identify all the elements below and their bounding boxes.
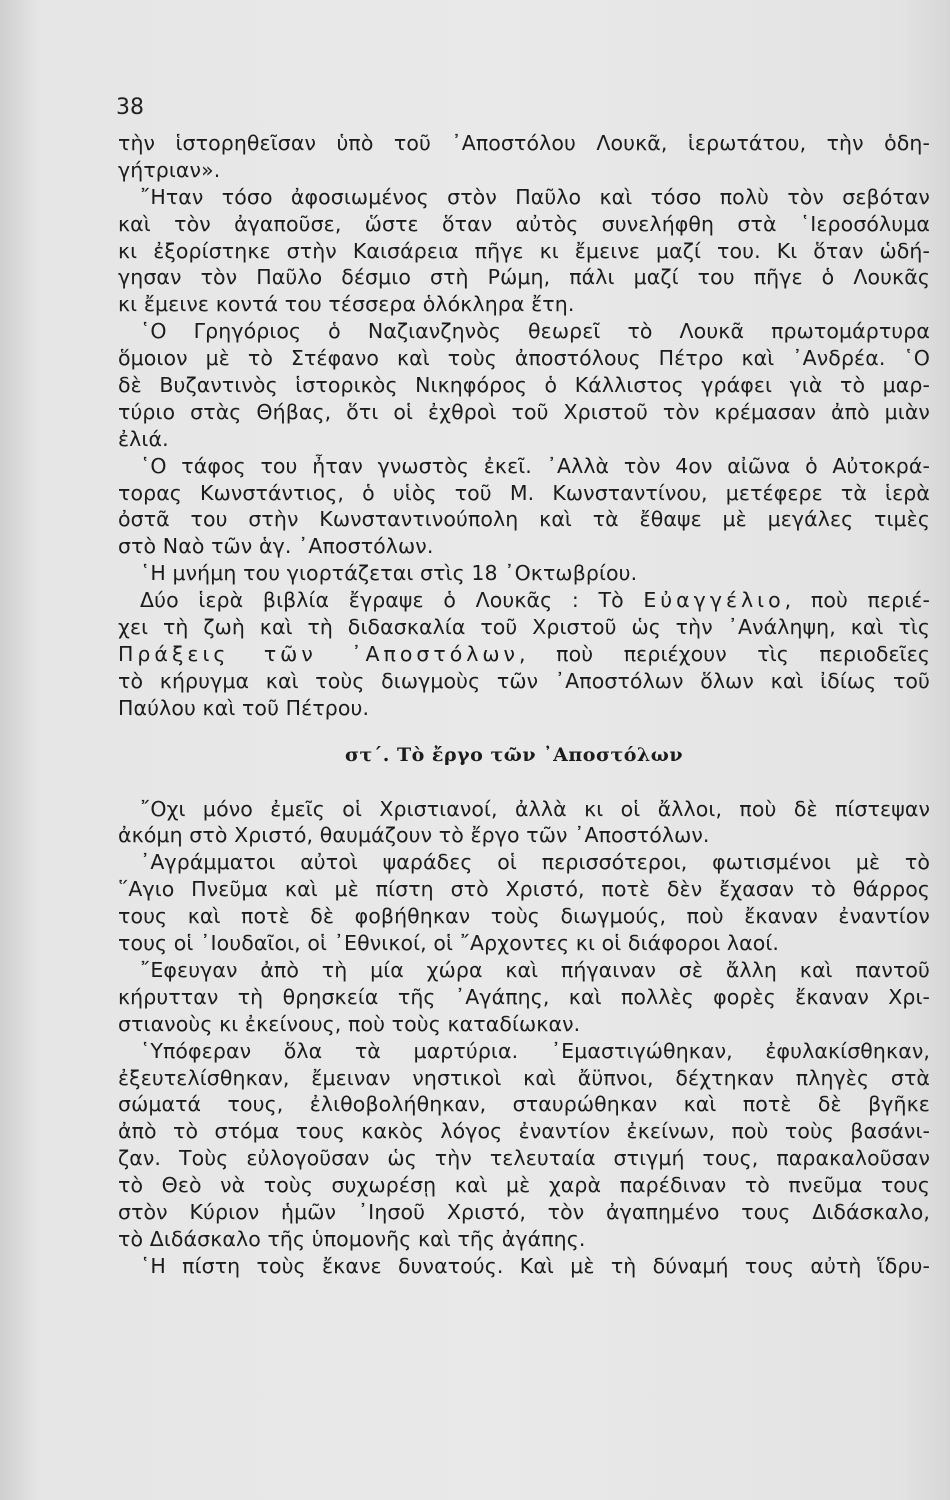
- text-fragment: , ποὺ περιέ-: [784, 588, 930, 613]
- section-heading: στ΄. Τὸ ἔργο τῶν ᾿Αποστόλων: [344, 743, 684, 766]
- body-text: [118, 130, 930, 1280]
- text-line: κι ἐξορίστηκε στὴν Καισάρεια πῆγε κι ἔμεινε μαζί του. Κι ὅταν ὡδή-: [118, 238, 930, 263]
- text-fragment: , ποὺ περιέχουν τὶς περιοδεῖες: [519, 641, 930, 666]
- text-line: ἐξευτελίσθηκαν, ἔμειναν νηστικοὶ καὶ ἄϋπνοι, δέχτηκαν πληγὲς στὰ: [118, 1065, 930, 1090]
- text-line: ῎Οχι μόνο ἐμεῖς οἱ Χριστιανοί, ἀλλὰ κι οἱ ἄλλοι, ποὺ δὲ πίστεψαν: [140, 796, 930, 821]
- text-line: κήρυτταν τὴ θρησκεία τῆς ᾿Αγάπης, καὶ πολλὲς φορὲς ἔκαναν Χρι-: [118, 984, 930, 1009]
- text-line: τὸ κήρυγμα καὶ τοὺς διωγμοὺς τῶν ᾿Αποστόλων ὅλων καὶ ἰδίως τοῦ: [118, 668, 930, 693]
- text-line: ῎Ηταν τόσο ἀφοσιωμένος στὸν Παῦλο καὶ τόσο πολὺ τὸν σεβόταν: [140, 184, 930, 209]
- text-line: τους οἱ ᾿Ιουδαῖοι, οἱ ᾿Εθνικοί, οἱ ῎Αρχοντες κι οἱ διάφοροι λαοί.: [118, 931, 780, 956]
- text-line: στὸν Κύριον ἡμῶν ᾿Ιησοῦ Χριστό, τὸν ἀγαπημένο τους Διδάσκαλο,: [118, 1199, 930, 1224]
- text-line: [118, 641, 930, 668]
- text-line: Παύλου καὶ τοῦ Πέτρου.: [118, 695, 370, 720]
- text-line: χει τὴ ζωὴ καὶ τὴ διδασκαλία τοῦ Χριστοῦ ὡς τὴν ᾿Ανάληψη, καὶ τὶς: [118, 615, 930, 640]
- text-line: ᾿Αγράμματοι αὐτοὶ ψαράδες οἱ περισσότεροι, φωτισμένοι μὲ τὸ: [140, 850, 930, 875]
- text-line: δὲ Βυζαντινὸς ἱστορικὸς Νικηφόρος ὁ Κάλλιστος γράφει γιὰ τὸ μαρ-: [118, 373, 930, 398]
- text-line: στιανοὺς κι ἐκείνους, ποὺ τοὺς καταδίωκαν.: [118, 1011, 581, 1036]
- text-line: ῾Υπόφεραν ὅλα τὰ μαρτύρια. ᾿Εμαστιγώθηκαν, ἐφυλακίσθηκαν,: [140, 1038, 930, 1063]
- text-line: κι ἔμεινε κοντά του τέσσερα ὁλόκληρα ἔτη.: [118, 292, 575, 317]
- text-line: [118, 587, 930, 614]
- text-line: καὶ τὸν ἀγαποῦσε, ὥστε ὅταν αὐτὸς συνελήφθη στὰ ῾Ιεροσόλυμα: [118, 211, 930, 236]
- text-line: ζαν. Τοὺς εὐλογοῦσαν ὡς τὴν τελευταία στιγμή τους, παρακαλοῦσαν: [118, 1146, 930, 1171]
- text-line: ἀπὸ τὸ στόμα τους κακὸς λόγος ἐναντίον ἐκείνων, ποὺ τοὺς βασάνι-: [118, 1119, 930, 1144]
- text-fragment: Δύο ἱερὰ βιβλία ἔγραψε ὁ Λουκᾶς : Τὸ: [140, 588, 644, 613]
- text-line: ῎Εφευγαν ἀπὸ τὴ μία χώρα καὶ πήγαιναν σὲ ἄλλη καὶ παντοῦ: [140, 957, 930, 982]
- text-line: ῾Η μνήμη του γιορτάζεται στὶς 18 ᾿Οκτωβρίου.: [140, 561, 638, 586]
- text-line: ἐλιά.: [118, 426, 169, 451]
- text-line: ἀκόμη στὸ Χριστό, θαυμάζουν τὸ ἔργο τῶν ᾿Αποστόλων.: [118, 823, 710, 848]
- text-line: ὀστᾶ του στὴν Κωνσταντινούπολη καὶ τὰ ἔθαψε μὲ μεγάλες τιμὲς: [118, 507, 930, 532]
- text-line: ῾Ο Γρηγόριος ὁ Ναζιανζηνὸς θεωρεῖ τὸ Λουκᾶ πρωτομάρτυρα: [140, 319, 930, 344]
- text-line: ῞Αγιο Πνεῦμα καὶ μὲ πίστη στὸ Χριστό, ποτὲ δὲν ἔχασαν τὸ θάρρος: [118, 877, 930, 902]
- page-number: 38: [116, 95, 144, 120]
- text-line: τὸ Θεὸ νὰ τοὺς συχωρέσῃ καὶ μὲ χαρὰ παρέδιναν τὸ πνεῦμα τους: [118, 1173, 930, 1198]
- text-line: ῾Η πίστη τοὺς ἔκανε δυνατούς. Καὶ μὲ τὴ δύναμή τους αὐτὴ ἵδρυ-: [140, 1253, 930, 1278]
- text-line: τὴν ἱστορηθεῖσαν ὑπὸ τοῦ ᾿Αποστόλου Λουκᾶ, ἱερωτάτου, τὴν ὁδη-: [118, 131, 930, 155]
- text-line: τὸ Διδάσκαλο τῆς ὑπομονῆς καὶ τῆς ἀγάπης.: [118, 1226, 586, 1251]
- text-line: ῾Ο τάφος του ἦταν γνωστὸς ἐκεῖ. ᾿Αλλὰ τὸν 4ον αἰῶνα ὁ Αὐτοκρά-: [140, 453, 930, 478]
- text-line: τύριο στὰς Θήβας, ὅτι οἱ ἐχθροὶ τοῦ Χριστοῦ τὸν κρέμασαν ἀπὸ μιὰν: [118, 399, 930, 424]
- text-line: ὅμοιον μὲ τὸ Στέφανο καὶ τοὺς ἀποστόλους Πέτρο καὶ ᾿Ανδρέα. ῾Ο: [118, 346, 930, 371]
- text-line: τορας Κωνστάντιος, ὁ υἱὸς τοῦ Μ. Κωνσταντίνου, μετέφερε τὰ ἱερὰ: [118, 480, 930, 505]
- book-title-acts: Πράξεις τῶν ᾿Αποστόλων: [118, 641, 520, 666]
- text-line: σώματά τους, ἐλιθοβολήθηκαν, σταυρώθηκαν καὶ ποτὲ δὲ βγῆκε: [118, 1092, 930, 1117]
- text-line: στὸ Ναὸ τῶν ἁγ. ᾿Αποστόλων.: [118, 534, 434, 559]
- text-line: τους καὶ ποτὲ δὲ φοβήθηκαν τοὺς διωγμούς, ποὺ ἔκαναν ἐναντίον: [118, 904, 930, 929]
- text-line: γήτριαν».: [118, 157, 221, 182]
- text-line: γησαν τὸν Παῦλο δέσμιο στὴ Ρώμη, πάλι μαζί του πῆγε ὁ Λουκᾶς: [118, 265, 930, 290]
- book-title-gospel: Εὐαγγέλιο: [643, 588, 785, 613]
